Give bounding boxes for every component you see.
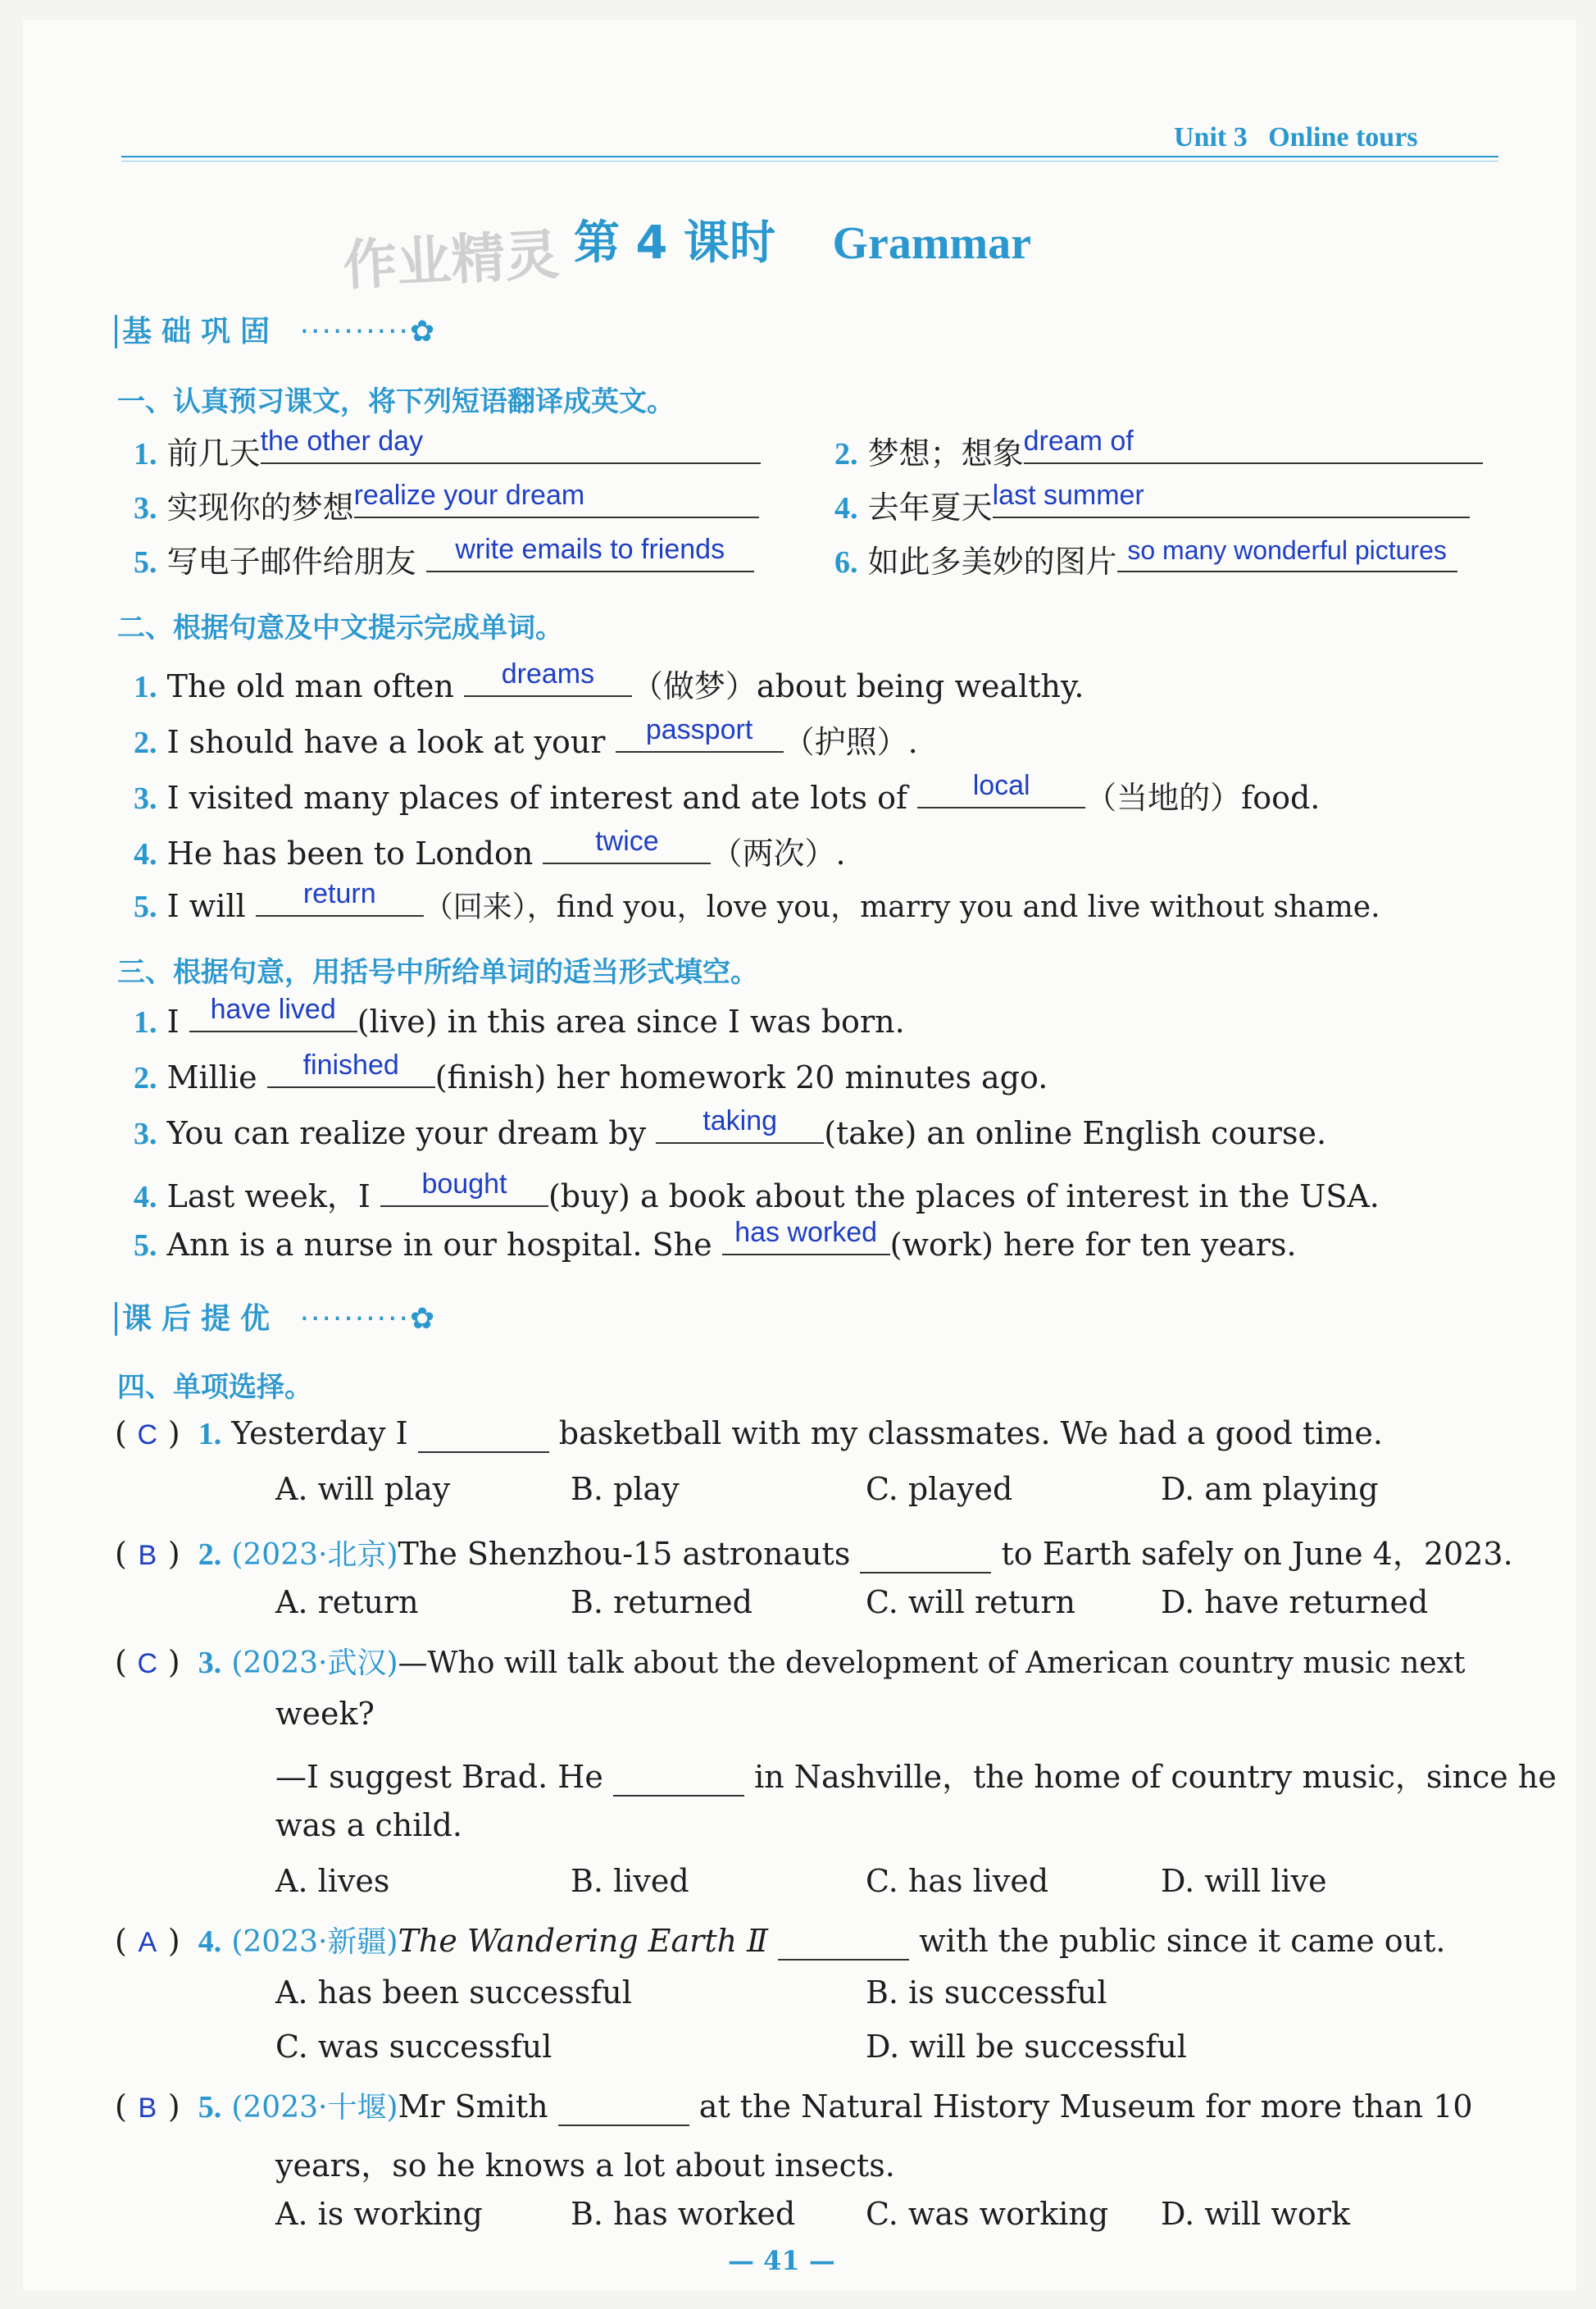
answer-handwritten: taking	[703, 1105, 778, 1136]
lesson-topic: Grammar	[832, 218, 1032, 269]
item-text: I visited many places of interest and ate lots of	[166, 780, 918, 816]
option-a[interactable]: A. return	[275, 1584, 419, 1620]
list-item	[134, 658, 1084, 706]
question-text-line: was a child.	[275, 1807, 462, 1843]
item-number: 4.	[198, 1924, 222, 1959]
question-text: —I suggest Brad. He	[275, 1759, 613, 1795]
item-cn: 梦想；想象	[867, 435, 1024, 471]
mc-question-4	[115, 1919, 1445, 1961]
option-c[interactable]: C. will return	[866, 1584, 1075, 1620]
answer-handwritten: realize your dream	[353, 480, 585, 511]
list-item	[134, 482, 759, 527]
item-text: (live) in this area since I was born.	[357, 1004, 905, 1040]
answer-handwritten: return	[302, 878, 376, 909]
item-number: 3.	[134, 491, 157, 526]
answer-blank	[256, 878, 424, 917]
section-badge-basic	[115, 308, 441, 350]
badge-dots: ··········✿	[299, 315, 437, 348]
answer-blank	[189, 994, 357, 1032]
mc-answer: C	[137, 1648, 158, 1679]
item-text: (finish) her homework 20 minutes ago.	[434, 1059, 1048, 1095]
answer-blank	[616, 714, 784, 753]
option-d[interactable]: D. will be successful	[866, 2029, 1187, 2065]
item-text: You can realize your dream by	[166, 1115, 657, 1151]
answer-blank	[353, 480, 759, 518]
answer-handwritten: dreams	[501, 658, 595, 690]
item-text: （护照）.	[783, 724, 918, 760]
answer-blank	[656, 1105, 824, 1144]
list-item	[134, 1168, 1380, 1216]
answer-blank	[860, 1536, 991, 1573]
item-text: （当地的）food.	[1085, 780, 1321, 816]
list-item	[134, 536, 754, 581]
option-a[interactable]: A. is working	[275, 2196, 483, 2232]
answer-handwritten: have lived	[210, 994, 336, 1025]
item-text: (buy) a book about the places of interest in the USA.	[548, 1178, 1380, 1214]
answer-handwritten: local	[972, 770, 1030, 801]
item-number: 2.	[198, 1537, 222, 1572]
section4-title: 四、单项选择。	[117, 1371, 312, 1404]
item-text: Last week，I	[166, 1178, 380, 1214]
option-c[interactable]: C. was working	[866, 2196, 1109, 2232]
answer-paren: ( B )	[115, 2088, 180, 2125]
list-item	[834, 482, 1470, 527]
page-number: — 41 —	[728, 2245, 835, 2276]
question-source: (2023·北京)	[231, 1538, 398, 1572]
question-source: (2023·十堰)	[231, 2091, 398, 2125]
answer-blank	[418, 1415, 549, 1453]
question-text-line	[275, 1751, 1557, 1797]
answer-blank	[464, 658, 632, 697]
question-text: —Who will talk about the development of American country music next	[398, 1646, 1466, 1680]
option-c[interactable]: C. was successful	[275, 2029, 552, 2065]
answer-paren: ( B )	[115, 1536, 180, 1572]
list-item	[134, 1050, 1048, 1096]
item-number: 5.	[134, 545, 157, 580]
option-d[interactable]: D. will work	[1161, 2196, 1350, 2232]
item-number: 3.	[198, 1646, 222, 1680]
mc-question-3	[115, 1640, 1465, 1682]
option-b[interactable]: B. has worked	[571, 2196, 796, 2232]
section1-title: 一、认真预习课文，将下列短语翻译成英文。	[117, 385, 675, 418]
answer-blank	[1117, 535, 1457, 572]
list-item	[134, 772, 1320, 817]
item-cn: 去年夏天	[867, 490, 993, 526]
workbook-page	[23, 20, 1576, 2291]
answer-blank	[1023, 426, 1483, 464]
question-text: The Wandering Earth Ⅱ	[398, 1923, 779, 1959]
badge-label-advanced: 课后提优	[115, 1302, 284, 1336]
list-item	[134, 878, 1380, 926]
answer-handwritten: twice	[595, 826, 659, 857]
question-source: (2023·武汉)	[231, 1646, 398, 1680]
item-number: 5.	[134, 890, 157, 924]
option-d[interactable]: D. have returned	[1161, 1584, 1429, 1620]
option-b[interactable]: B. is successful	[866, 1974, 1107, 2011]
item-text: Ann is a nurse in our hospital. She	[166, 1227, 722, 1263]
answer-handwritten: the other day	[260, 426, 424, 457]
list-item	[134, 1105, 1327, 1152]
question-text: Mr Smith	[398, 2088, 558, 2125]
question-text: Yesterday I	[231, 1415, 418, 1451]
mc-question-1	[115, 1415, 1383, 1453]
answer-handwritten: finished	[302, 1050, 399, 1081]
option-a[interactable]: A. lives	[275, 1863, 390, 1899]
answer-handwritten: write emails to friends	[455, 534, 725, 565]
answer-blank	[917, 770, 1085, 808]
answer-handwritten: dream of	[1023, 426, 1134, 457]
answer-blank	[380, 1168, 548, 1207]
option-b[interactable]: B. returned	[571, 1584, 753, 1620]
option-a[interactable]: A. will play	[275, 1471, 451, 1507]
item-number: 2.	[834, 437, 858, 471]
item-number: 2.	[134, 1061, 157, 1095]
item-text: I	[166, 1004, 189, 1040]
answer-handwritten: last summer	[992, 480, 1144, 511]
option-b[interactable]: B. lived	[571, 1863, 689, 1899]
item-text: （做梦）about being wealthy.	[631, 668, 1084, 704]
section2-title: 二、根据句意及中文提示完成单词。	[117, 612, 563, 644]
watermark: 作业精灵	[341, 223, 562, 298]
question-text: in Nashville，the home of country music，since he	[744, 1759, 1557, 1795]
item-text: He has been to London	[166, 836, 543, 872]
item-number: 4.	[134, 1180, 157, 1214]
option-c[interactable]: C. has lived	[866, 1863, 1049, 1899]
item-number: 3.	[134, 781, 157, 816]
option-a[interactable]: A. has been successful	[275, 1974, 632, 2011]
badge-dots: ··········✿	[299, 1302, 437, 1336]
page-title	[574, 207, 1031, 272]
question-text: basketball with my classmates. We had a good time.	[548, 1415, 1383, 1451]
answer-blank	[558, 2088, 689, 2126]
question-text-line: years，so he knows a lot about insects.	[275, 2147, 895, 2184]
item-text: The old man often	[166, 668, 464, 704]
item-text: (take) an online English course.	[824, 1115, 1327, 1151]
item-text: （回来），find you，love you，marry you and live without shame.	[423, 890, 1380, 924]
item-number: 1.	[134, 1005, 157, 1040]
item-number: 4.	[834, 491, 858, 526]
option-d[interactable]: D. will live	[1161, 1863, 1327, 1899]
mc-question-5	[115, 2084, 1473, 2126]
mc-answer: A	[138, 1927, 157, 1958]
list-item	[134, 828, 846, 873]
item-number: 1.	[198, 1417, 222, 1451]
section-badge-advanced	[115, 1296, 441, 1337]
item-text: （两次）.	[711, 836, 846, 872]
item-text: I will	[166, 888, 256, 924]
mc-answer: C	[137, 1419, 158, 1451]
answer-paren: ( C )	[115, 1644, 180, 1680]
item-cn: 写电子邮件给朋友	[166, 544, 416, 580]
item-number: 3.	[134, 1117, 157, 1151]
option-b[interactable]: B. play	[571, 1471, 680, 1507]
answer-blank	[722, 1217, 890, 1255]
section3-title: 三、根据句意，用括号中所给单词的适当形式填空。	[117, 956, 758, 989]
list-item	[134, 428, 761, 473]
item-cn: 前几天	[166, 435, 261, 471]
question-text: to Earth safely on June 4，2023.	[991, 1536, 1513, 1572]
mc-answer: B	[138, 2093, 157, 2124]
item-number: 5.	[198, 2090, 222, 2125]
answer-handwritten: has worked	[734, 1217, 878, 1248]
item-text: Millie	[166, 1059, 267, 1095]
answer-blank	[426, 534, 754, 572]
answer-paren: ( C )	[115, 1415, 180, 1451]
answer-blank	[992, 480, 1470, 518]
question-text: The Shenzhou-15 astronauts	[398, 1536, 861, 1572]
answer-handwritten: so many wonderful pictures	[1127, 535, 1447, 565]
option-d[interactable]: D. am playing	[1161, 1471, 1379, 1507]
item-cn: 实现你的梦想	[166, 490, 354, 526]
question-source: (2023·新疆)	[231, 1925, 398, 1959]
item-text: (work) here for ten years.	[889, 1227, 1297, 1263]
answer-blank	[778, 1923, 909, 1961]
answer-handwritten: bought	[421, 1168, 507, 1200]
item-cn: 如此多美妙的图片	[867, 544, 1117, 580]
list-item	[834, 536, 1457, 581]
item-number: 5.	[134, 1228, 157, 1263]
mc-answer: B	[138, 1540, 157, 1571]
answer-blank	[543, 826, 711, 864]
list-item	[134, 714, 918, 762]
question-text: with the public since it came out.	[909, 1923, 1446, 1959]
list-item	[134, 994, 905, 1041]
item-number: 4.	[134, 837, 157, 872]
list-item	[134, 1217, 1297, 1264]
item-number: 1.	[134, 437, 157, 471]
item-number: 2.	[134, 726, 157, 760]
badge-label-basic: 基础巩固	[115, 315, 284, 348]
question-text: at the Natural History Museum for more than 10	[689, 2088, 1473, 2125]
answer-paren: ( A )	[115, 1923, 180, 1959]
item-text: I should have a look at your	[166, 724, 616, 760]
item-number: 6.	[834, 545, 858, 580]
page-number-value: 41	[763, 2245, 800, 2276]
option-c[interactable]: C. played	[866, 1471, 1013, 1507]
header-unit	[1174, 122, 1418, 153]
unit-label: Unit 3	[1174, 122, 1248, 153]
lesson-label: 第 4 课时	[574, 216, 775, 270]
mc-question-2	[115, 1528, 1513, 1573]
item-number: 1.	[134, 670, 157, 704]
answer-blank	[267, 1050, 435, 1088]
answer-blank	[613, 1759, 744, 1797]
header-rule	[121, 156, 1498, 162]
answer-blank	[260, 426, 761, 464]
question-text-line: week?	[275, 1696, 375, 1732]
unit-title: Online tours	[1268, 122, 1418, 153]
list-item	[834, 428, 1483, 473]
answer-handwritten: passport	[645, 714, 753, 745]
